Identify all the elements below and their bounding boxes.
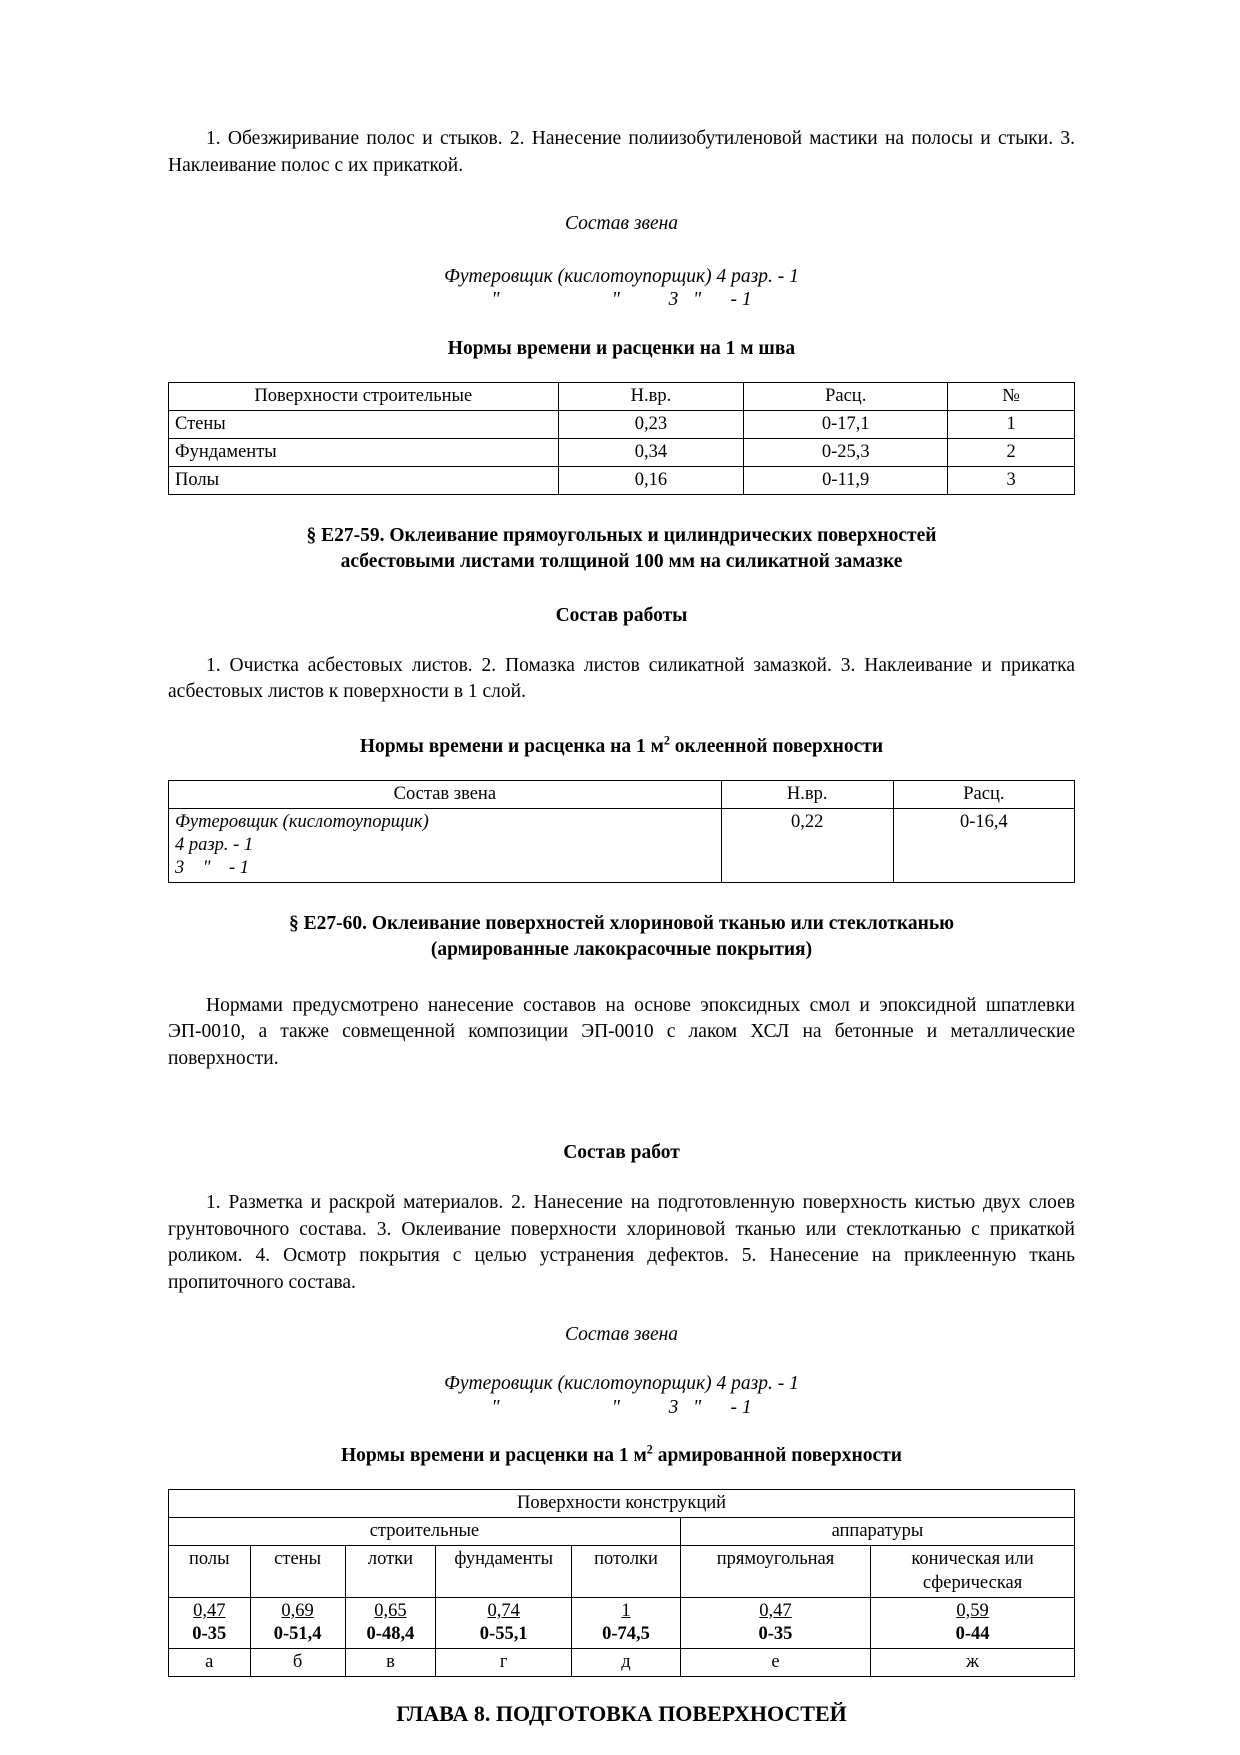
crew-composition-1	[168, 265, 1075, 312]
table3-value-top: 0,47	[759, 1600, 792, 1621]
table-header-row	[169, 382, 1075, 410]
table3-heading-post: армированной поверхности	[652, 1445, 902, 1467]
table3-col-potolki: потолки	[572, 1546, 681, 1597]
table1-cell-rasc: 0-25,3	[744, 439, 948, 467]
table3-heading-sup: 2	[646, 1442, 653, 1457]
crew-composition-2	[168, 1372, 1075, 1419]
section-60-work-heading: Состав работ	[563, 1142, 680, 1164]
norms-table-2	[168, 780, 1075, 884]
table2-cell-nvr: 0,22	[721, 808, 893, 882]
section-60-title	[168, 911, 1075, 962]
norms-table-3	[168, 1489, 1075, 1677]
section-60-title-line1: § Е27-60. Оклеивание поверхностей хлориновой тканью или стеклотканью	[288, 913, 955, 935]
table-header-row	[169, 1546, 1075, 1597]
table3-letter-cell: д	[572, 1648, 681, 1676]
table3-value-bottom: 0-74,5	[602, 1623, 650, 1644]
table3-value-bottom: 0-51,4	[273, 1623, 322, 1644]
section-60-work-text: 1. Разметка и раскрой материалов. 2. Нанесение на подготовленную поверхность кистью двух слоев грунтовочного состава. 3. Оклеивание поверхности хлориновой тканью или стеклотканью с прикаткой роликом. 4. Осмотр покрытия с целью устранения дефектов. 5. Нанесение на приклеенную ткань пропиточного состава.	[168, 1192, 1075, 1293]
table3-letter-cell: г	[436, 1648, 572, 1676]
table3-col-konicheskaya-line1: коническая или	[911, 1549, 1034, 1570]
table3-value-top: 0,65	[374, 1600, 407, 1621]
table3-value-cell	[436, 1597, 572, 1648]
table3-value-bottom: 0-48,4	[366, 1623, 415, 1644]
table3-value-bottom: 0-44	[955, 1623, 990, 1644]
table2-cell-crew	[169, 808, 722, 882]
table3-value-cell	[345, 1597, 436, 1648]
table3-col-lotki: лотки	[345, 1546, 436, 1597]
table3-heading-pre: Нормы времени и расценки на 1 м	[341, 1445, 647, 1467]
table-row	[169, 1597, 1075, 1648]
table-header-row	[169, 1490, 1075, 1518]
table1-cell-num: 3	[948, 467, 1075, 495]
section-59-work-text: 1. Очистка асбестовых листов. 2. Помазка листов силикатной замазкой. 3. Наклеивание и прикатка асбестовых листов к поверхности в 1 слой.	[168, 654, 1075, 703]
table1-cell-surface: Стены	[169, 410, 559, 438]
table3-value-bottom: 0-35	[758, 1623, 793, 1644]
table-header-row	[169, 1518, 1075, 1546]
table2-header-rasc: Расц.	[893, 780, 1074, 808]
table1-cell-nvr: 0,34	[558, 439, 744, 467]
table1-header-surface: Поверхности строительные	[169, 382, 559, 410]
table3-value-cell	[250, 1597, 345, 1648]
table1-cell-rasc: 0-11,9	[744, 467, 948, 495]
crew-line-1: Футеровщик (кислотоупорщик) 4 разр. - 1	[444, 1373, 799, 1395]
table3-value-top: 0,74	[487, 1600, 520, 1621]
norms-table-1	[168, 382, 1075, 496]
table-header-row	[169, 780, 1075, 808]
table1-cell-num: 2	[948, 439, 1075, 467]
table-row	[169, 808, 1075, 882]
table3-group-apparatus: аппаратуры	[680, 1518, 1074, 1546]
table3-letter-cell: е	[680, 1648, 870, 1676]
table1-header-num: №	[948, 382, 1075, 410]
section-59-title-line2: асбестовыми листами толщиной 100 мм на силикатной замазке	[340, 551, 903, 573]
table3-col-fundamenty: фундаменты	[436, 1546, 572, 1597]
crew-line-2: " " 3 " - 1	[491, 289, 752, 311]
section-59-title	[168, 523, 1075, 574]
table-row	[169, 439, 1075, 467]
table3-value-bottom: 0-35	[192, 1623, 227, 1644]
table3-value-cell	[572, 1597, 681, 1648]
table1-cell-num: 1	[948, 410, 1075, 438]
table1-cell-surface: Фундаменты	[169, 439, 559, 467]
table3-value-cell	[871, 1597, 1075, 1648]
table2-heading-sup: 2	[663, 733, 670, 748]
table-row	[169, 410, 1075, 438]
table3-col-konicheskaya	[871, 1546, 1075, 1597]
table2-crew-line2: 4 разр. - 1	[175, 835, 254, 856]
table3-value-top: 0,47	[193, 1600, 226, 1621]
table3-value-bottom: 0-55,1	[479, 1623, 528, 1644]
table1-cell-surface: Полы	[169, 467, 559, 495]
crew-heading-2: Состав звена	[564, 1324, 679, 1346]
table3-header-top: Поверхности конструкций	[169, 1490, 1075, 1518]
table2-heading-post: оклеенной поверхности	[669, 735, 884, 757]
crew-line-1: Футеровщик (кислотоупорщик) 4 разр. - 1	[444, 266, 799, 288]
table3-col-poly: полы	[169, 1546, 251, 1597]
table-row	[169, 467, 1075, 495]
table3-col-konicheskaya-line2: сферическая	[922, 1572, 1023, 1593]
section-60-intro-text: Нормами предусмотрено нанесение составов на основе эпоксидных смол и эпоксидной шпатлевки ЭП-0010, а также совмещенной композиции ЭП-0010 с лаком ХСЛ на бетонные и металлические поверхности.	[168, 994, 1075, 1069]
table2-header-nvr: Н.вр.	[721, 780, 893, 808]
table3-letter-cell: ж	[871, 1648, 1075, 1676]
table1-cell-nvr: 0,16	[558, 467, 744, 495]
section-60-title-line2: (армированные лакокрасочные покрытия)	[430, 939, 813, 961]
section-59-work-heading: Состав работы	[555, 604, 688, 626]
table3-letter-cell: а	[169, 1648, 251, 1676]
table2-crew-line3: 3 " - 1	[175, 858, 250, 879]
chapter-title: ГЛАВА 8. ПОДГОТОВКА ПОВЕРХНОСТЕЙ	[396, 1701, 847, 1727]
crew-heading-1: Состав звена	[564, 213, 679, 235]
table2-cell-rasc: 0-16,4	[893, 808, 1074, 882]
table3-value-top: 1	[621, 1600, 631, 1621]
table3-value-top: 0,59	[956, 1600, 989, 1621]
table3-col-pryamougolnaya: прямоугольная	[680, 1546, 870, 1597]
table2-crew-line1: Футеровщик (кислотоупорщик)	[175, 811, 429, 832]
table3-col-steny: стены	[250, 1546, 345, 1597]
table3-letter-cell: в	[345, 1648, 436, 1676]
table3-value-cell	[680, 1597, 870, 1648]
table1-heading: Нормы времени и расценки на 1 м шва	[447, 337, 796, 359]
crew-line-2: " " 3 " - 1	[491, 1396, 752, 1418]
table3-letter-cell: б	[250, 1648, 345, 1676]
table3-value-top: 0,69	[281, 1600, 314, 1621]
intro-work-steps: 1. Обезжиривание полос и стыков. 2. Нанесение полиизобутиленовой мастики на полосы и стыки. 3. Наклеивание полос с их прикаткой.	[168, 128, 1075, 176]
table3-group-building: строительные	[169, 1518, 681, 1546]
table-row	[169, 1648, 1075, 1676]
table2-heading	[168, 733, 1075, 758]
table2-header-crew: Состав звена	[169, 780, 722, 808]
table1-header-nvr: Н.вр.	[558, 382, 744, 410]
section-59-title-line1: § Е27-59. Оклеивание прямоугольных и цилиндрических поверхностей	[306, 525, 937, 547]
table3-heading	[168, 1442, 1075, 1467]
table2-heading-pre: Нормы времени и расценка на 1 м	[359, 735, 664, 757]
table1-header-rasc: Расц.	[744, 382, 948, 410]
table3-value-cell	[169, 1597, 251, 1648]
table1-cell-nvr: 0,23	[558, 410, 744, 438]
table1-cell-rasc: 0-17,1	[744, 410, 948, 438]
